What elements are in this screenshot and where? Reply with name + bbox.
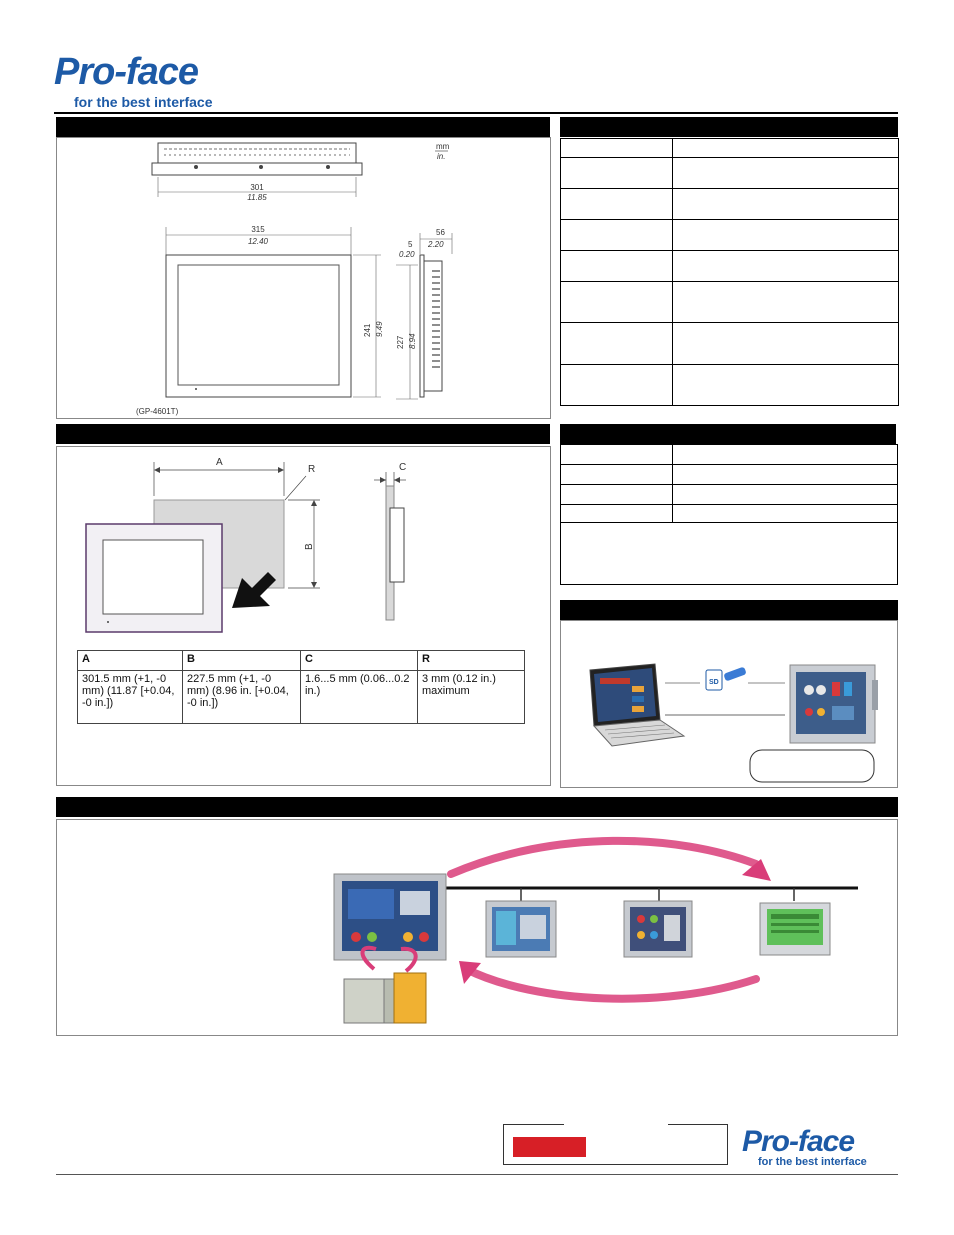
cutout-header-c: C [301, 651, 418, 671]
cutout-value-b: 227.5 mm (+1, -0 mm) (8.96 in. [+0.04, -0 in.]) [183, 671, 301, 724]
brand-logo: Pro-face [54, 51, 199, 93]
spec-row [561, 157, 898, 188]
cutout-label-r: R [308, 464, 316, 475]
cutout-unit-screen [103, 540, 203, 614]
spec-row [561, 188, 898, 219]
side-unit [390, 508, 404, 582]
unit-mm: mm [436, 142, 450, 151]
dim-width-inner-in: 11.85 [247, 193, 267, 202]
network-header-bar [56, 797, 898, 817]
usb-stick-icon [723, 666, 746, 681]
dimensions-drawing [56, 137, 550, 417]
transfer-drawing [560, 620, 898, 786]
cutout-table-wrap [77, 650, 525, 724]
brand-tagline: for the best interface [74, 94, 213, 110]
cutout-value-a: 301.5 mm (+1, -0 mm) (11.87 [+0.04, -0 in.]) [78, 671, 183, 724]
footer-brand-tagline: for the best interface [758, 1156, 867, 1168]
footer-rule [56, 1174, 898, 1175]
spec-row [561, 464, 897, 484]
dimensions-header-bar [56, 117, 550, 137]
footer-contact-box-gap [564, 1122, 668, 1126]
model-note: (GP-4601T) [136, 407, 179, 416]
network-drawing [56, 819, 898, 1034]
footer-brand-logo: Pro-face [742, 1125, 855, 1158]
spec-row [561, 138, 898, 157]
front-view-screen [178, 265, 339, 385]
spec-row [561, 364, 898, 405]
side-view-body [424, 261, 442, 391]
unit-in: in. [437, 152, 446, 161]
cutout-table [77, 650, 525, 724]
cutout-header-a: A [78, 651, 183, 671]
dim-height-inner-in: 8.94 [408, 333, 417, 349]
spec-note-area [561, 522, 897, 584]
spec-table-1 [560, 138, 899, 406]
dim-width-outer-in: 12.40 [247, 237, 269, 246]
dim-height-inner-mm: 227 [396, 335, 405, 349]
transfer-callout [750, 750, 874, 782]
spec-row [561, 322, 898, 364]
dim-width-outer-mm: 315 [251, 225, 265, 234]
spec-row [561, 504, 897, 522]
cutout-drawing [56, 446, 550, 636]
plc-unit [344, 979, 384, 1023]
cutout-value-c: 1.6...5 mm (0.06...0.2 in.) [301, 671, 418, 724]
top-view-body [158, 143, 356, 163]
header-rule [54, 112, 898, 114]
spec-row [561, 250, 898, 281]
spec-table-2 [560, 444, 898, 585]
arrow-left [466, 969, 756, 999]
svg-text:SD: SD [709, 679, 719, 686]
dim-depth-mm: 56 [436, 228, 445, 237]
dim-height-outer-mm: 241 [363, 323, 372, 337]
spec-row [561, 444, 897, 464]
spec-table-1-header [560, 117, 898, 137]
dim-front-mm: 5 [408, 240, 413, 249]
transfer-header-bar [560, 600, 898, 620]
side-view-front [420, 255, 424, 397]
spec-row [561, 484, 897, 504]
dim-depth-in: 2.20 [428, 240, 444, 249]
cutout-header-b: B [183, 651, 301, 671]
spec-row [561, 281, 898, 322]
dim-width-inner-mm: 301 [250, 183, 264, 192]
cutout-value-r: 3 mm (0.12 in.) maximum [418, 671, 525, 724]
dim-front-in: 0.20 [399, 250, 415, 259]
arrow-right [451, 841, 756, 874]
spec-row [561, 219, 898, 250]
cutout-label-b: B [304, 543, 315, 550]
footer-red-badge [513, 1137, 586, 1157]
cutout-label-c: C [399, 462, 407, 473]
cutout-label-a: A [216, 457, 223, 468]
cutout-header-bar [56, 424, 550, 444]
cutout-header-r: R [418, 651, 525, 671]
dim-height-outer-in: 9.49 [375, 321, 384, 337]
spec-table-2-header [560, 424, 896, 444]
